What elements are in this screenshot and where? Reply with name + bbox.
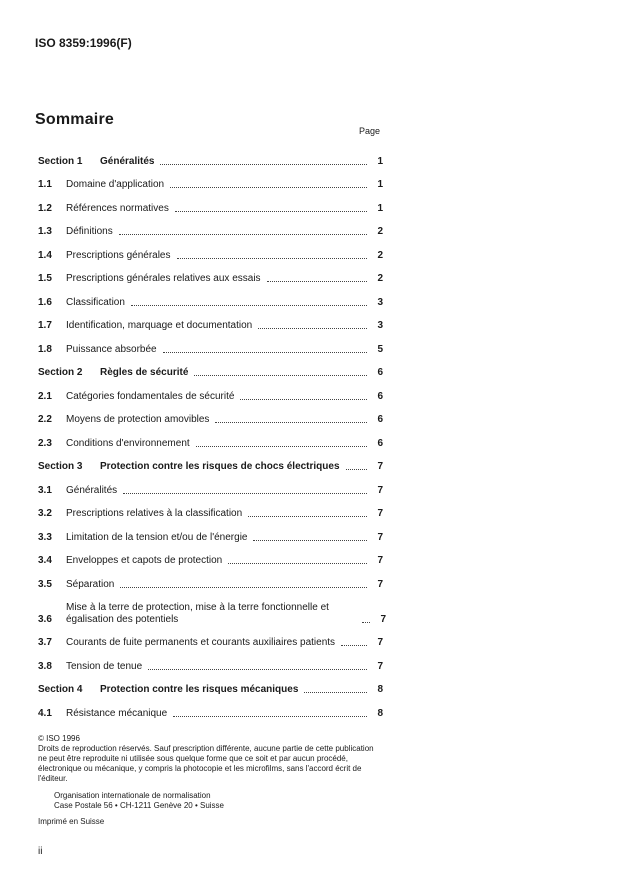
table-of-contents xyxy=(38,144,386,720)
toc-section-row xyxy=(38,450,383,474)
dot-leader xyxy=(120,587,367,588)
toc-page-number: 2 xyxy=(377,249,383,261)
toc-number: 4.1 xyxy=(38,707,52,719)
dot-leader xyxy=(240,399,367,400)
toc-label: Règles de sécurité xyxy=(100,367,189,378)
toc-label: Enveloppes et capots de protection xyxy=(66,555,223,566)
toc-page-number: 7 xyxy=(377,531,383,543)
toc-number: 3.5 xyxy=(38,578,52,590)
toc-number: Section 2 xyxy=(38,367,83,378)
toc-number: 1.8 xyxy=(38,343,52,355)
dot-leader xyxy=(163,352,367,353)
toc-number: 3.7 xyxy=(38,637,52,648)
toc-number: 3.4 xyxy=(38,555,52,566)
toc-entry-row xyxy=(38,520,383,544)
document-code: ISO 8359:1996(F) xyxy=(35,36,132,50)
toc-entry-row xyxy=(38,191,383,215)
dot-leader xyxy=(196,446,367,447)
toc-label: Séparation xyxy=(66,578,115,590)
toc-entry-row xyxy=(38,332,383,356)
toc-number: 1.6 xyxy=(38,296,52,308)
toc-label: Limitation de la tension et/ou de l'énergie xyxy=(66,531,248,543)
toc-page-number: 7 xyxy=(377,461,383,472)
toc-number: 3.1 xyxy=(38,484,52,496)
toc-entry-row xyxy=(38,426,383,450)
dot-leader xyxy=(215,422,367,423)
dot-leader xyxy=(258,328,367,329)
dot-leader xyxy=(160,164,367,165)
toc-label: Tension de tenue xyxy=(66,660,143,672)
toc-label: Classification xyxy=(66,296,125,308)
toc-label: Courants de fuite permanents et courants auxiliaires patients xyxy=(66,637,336,648)
toc-page-number: 6 xyxy=(377,414,383,425)
toc-entry-row xyxy=(38,544,383,568)
toc-number: 1.7 xyxy=(38,320,52,331)
dot-leader xyxy=(346,469,367,470)
toc-label: Résistance mécanique xyxy=(66,707,168,719)
toc-entry-row xyxy=(38,591,386,626)
dot-leader xyxy=(253,540,367,541)
dot-leader xyxy=(119,234,367,235)
toc-entry-row xyxy=(38,497,383,521)
toc-entry-row xyxy=(38,285,383,309)
toc-entry-row xyxy=(38,696,383,720)
page-column-label: Page xyxy=(359,126,381,136)
toc-page-number: 3 xyxy=(377,320,383,331)
toc-label: Protection contre les risques mécaniques xyxy=(100,684,299,695)
toc-entry-row xyxy=(38,262,383,286)
organization-address: Case Postale 56 • CH-1211 Genève 20 • Suisse xyxy=(54,801,224,810)
toc-label: Puissance absorbée xyxy=(66,343,157,355)
toc-label: Définitions xyxy=(66,226,113,237)
toc-number: 3.3 xyxy=(38,531,52,543)
toc-page-number: 7 xyxy=(377,660,383,672)
dot-leader xyxy=(228,563,367,564)
toc-number: 2.1 xyxy=(38,390,52,402)
copyright-line: © ISO 1996 xyxy=(38,734,80,743)
toc-number: 1.2 xyxy=(38,202,52,214)
toc-page-number: 8 xyxy=(377,707,383,719)
toc-number: 2.2 xyxy=(38,414,52,425)
toc-page-number: 7 xyxy=(377,637,383,648)
toc-label: Protection contre les risques de chocs électriques xyxy=(100,461,340,472)
toc-entry-row xyxy=(38,403,383,427)
dot-leader xyxy=(341,645,367,646)
dot-leader xyxy=(131,305,367,306)
toc-page-number: 1 xyxy=(377,155,383,167)
printed-in: Imprimé en Suisse xyxy=(38,817,105,826)
toc-label: Identification, marquage et documentation xyxy=(66,320,253,331)
toc-number: 2.3 xyxy=(38,437,52,449)
toc-page-number: 7 xyxy=(377,578,383,590)
toc-number: Section 4 xyxy=(38,684,83,695)
toc-label: Prescriptions relatives à la classification xyxy=(66,508,243,519)
toc-label: Références normatives xyxy=(66,202,169,214)
dot-leader xyxy=(173,716,367,717)
toc-entry-row xyxy=(38,567,383,591)
toc-number: 1.5 xyxy=(38,273,52,284)
toc-label: Prescriptions générales relatives aux essais xyxy=(66,273,261,284)
toc-page-number: 2 xyxy=(377,226,383,237)
toc-label: Moyens de protection amovibles xyxy=(66,414,210,425)
toc-entry-row xyxy=(38,626,383,650)
dot-leader xyxy=(148,669,367,670)
toc-number: 3.8 xyxy=(38,660,52,672)
toc-entry-row xyxy=(38,168,383,192)
toc-page-number: 6 xyxy=(377,437,383,449)
toc-page-number: 7 xyxy=(377,484,383,496)
dot-leader xyxy=(123,493,367,494)
toc-page-number: 6 xyxy=(377,390,383,402)
toc-number: 3.2 xyxy=(38,508,52,519)
toc-number: Section 3 xyxy=(38,461,83,472)
toc-page-number: 7 xyxy=(377,508,383,519)
toc-page-number: 3 xyxy=(377,296,383,308)
toc-number: Section 1 xyxy=(38,155,83,167)
toc-page-number: 7 xyxy=(377,555,383,566)
dot-leader xyxy=(267,281,367,282)
toc-label: Généralités xyxy=(66,484,118,496)
organization-name: Organisation internationale de normalisation xyxy=(54,791,211,800)
toc-label: Prescriptions générales xyxy=(66,249,171,261)
page-title: Sommaire xyxy=(35,111,114,128)
toc-page-number: 1 xyxy=(377,179,383,190)
rights-statement: Droits de reproduction réservés. Sauf prescription différente, aucune partie de cette publication ne peut être reproduite ni utilisée sous quelque forme que ce soit et par aucun procédé, électronique ou mécanique, y compris la photocopie et les microfilms, sans l'accord écrit de l'éditeur. xyxy=(38,744,374,783)
toc-section-row xyxy=(38,673,383,697)
toc-label: Catégories fondamentales de sécurité xyxy=(66,390,235,402)
dot-leader xyxy=(170,187,367,188)
toc-section-row xyxy=(38,144,383,168)
dot-leader xyxy=(194,375,367,376)
dot-leader xyxy=(175,211,367,212)
toc-page-number: 6 xyxy=(377,367,383,378)
toc-entry-row xyxy=(38,379,383,403)
toc-label: Conditions d'environnement xyxy=(66,437,190,449)
toc-entry-row xyxy=(38,238,383,262)
dot-leader xyxy=(248,516,367,517)
toc-entry-row xyxy=(38,649,383,673)
toc-section-row xyxy=(38,356,383,380)
copyright-notice xyxy=(38,734,384,827)
toc-number: 3.6 xyxy=(38,613,52,625)
toc-page-number: 2 xyxy=(377,273,383,284)
toc-entry-row xyxy=(38,473,383,497)
toc-number: 1.1 xyxy=(38,179,52,190)
toc-page-number: 8 xyxy=(377,684,383,695)
toc-number: 1.3 xyxy=(38,226,52,237)
toc-page-number: 1 xyxy=(377,202,383,214)
toc-label: Généralités xyxy=(100,155,155,167)
toc-entry-row xyxy=(38,309,383,333)
toc-page-number: 5 xyxy=(377,343,383,355)
toc-label: Domaine d'application xyxy=(66,179,165,190)
toc-label: Mise à la terre de protection, mise à la terre fonctionnelle et égalisation des potentiels xyxy=(66,601,329,625)
dot-leader xyxy=(177,258,368,259)
toc-page-number: 7 xyxy=(380,613,386,625)
toc-entry-row xyxy=(38,215,383,239)
dot-leader xyxy=(304,692,367,693)
dot-leader xyxy=(362,622,370,623)
toc-number: 1.4 xyxy=(38,249,52,261)
page-number: ii xyxy=(38,846,43,857)
